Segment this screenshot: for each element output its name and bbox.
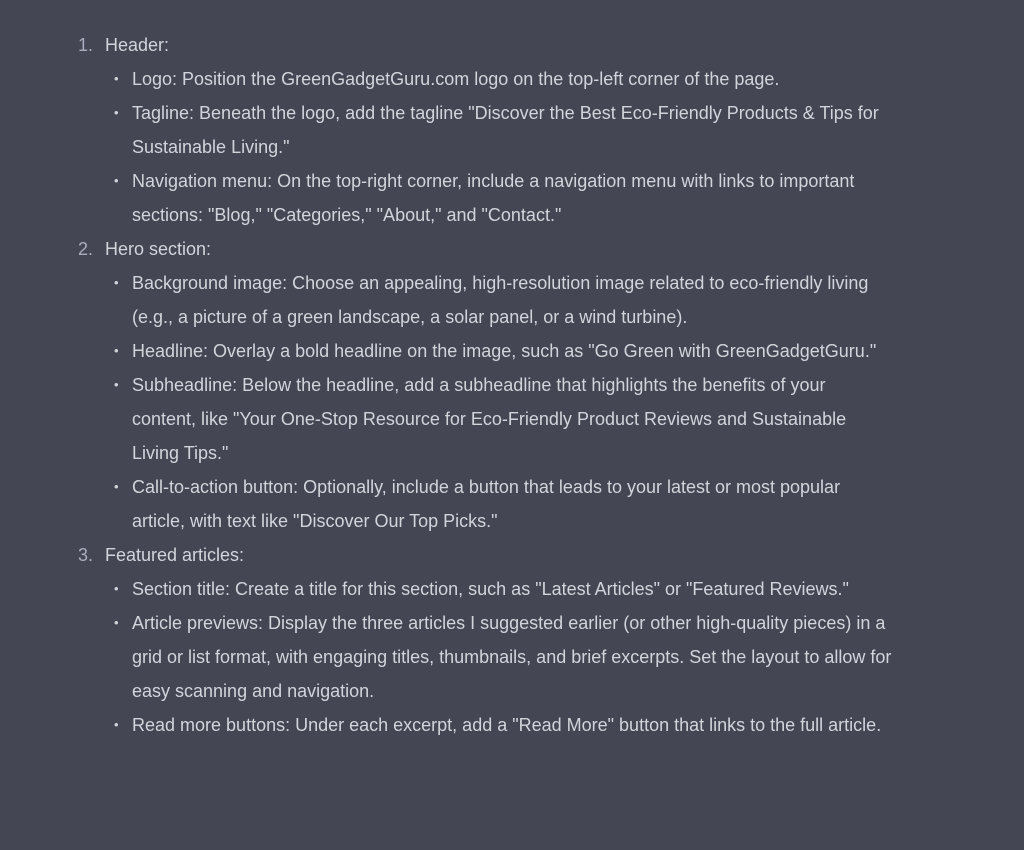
section-number: 1. [78, 35, 94, 55]
bullet-icon: • [114, 377, 119, 392]
list-item [105, 470, 892, 538]
bullet-icon: • [114, 275, 119, 290]
list-item-text: Headline: Overlay a bold headline on the image, such as "Go Green with GreenGadgetGuru." [132, 341, 877, 361]
section-number: 2. [78, 239, 94, 259]
bullet-icon: • [114, 615, 119, 630]
list-item-text: Read more buttons: Under each excerpt, add a "Read More" button that links to the full article. [132, 715, 882, 735]
list-item-text: Subheadline: Below the headline, add a subheadline that highlights the benefits of your content, like "Your One-Stop Resource for Eco-Friendly Product Reviews and Sustainable Living Tips." [132, 375, 847, 463]
bullet-list [105, 62, 1024, 232]
list-item [105, 368, 892, 470]
bullet-icon: • [114, 479, 119, 494]
list-item-text: Call-to-action button: Optionally, include a button that leads to your latest or most popular article, with text like "Discover Our Top Picks." [132, 477, 841, 531]
list-item [105, 708, 892, 742]
list-item-text: Section title: Create a title for this section, such as "Latest Articles" or "Featured Reviews." [132, 579, 849, 599]
section-title: Featured articles: [105, 545, 245, 565]
list-item-text: Logo: Position the GreenGadgetGuru.com logo on the top-left corner of the page. [132, 69, 780, 89]
list-item-text: Article previews: Display the three articles I suggested earlier (or other high-quality pieces) in a grid or list format, with engaging titles, thumbnails, and brief excerpts. Set the layout to allow for easy scanning and navigation. [132, 613, 892, 701]
bullet-icon: • [114, 71, 119, 86]
section-title: Hero section: [105, 239, 212, 259]
section-hero [0, 232, 1024, 538]
bullet-list [105, 572, 1024, 742]
section-number: 3. [78, 545, 94, 565]
section-title: Header: [105, 35, 170, 55]
list-item [105, 96, 892, 164]
bullet-list [105, 266, 1024, 538]
bullet-icon: • [114, 173, 119, 188]
list-item-text: Tagline: Beneath the logo, add the tagline "Discover the Best Eco-Friendly Products & Tips for Sustainable Living." [132, 103, 879, 157]
assistant-message [0, 28, 1024, 742]
bullet-icon: • [114, 105, 119, 120]
list-item-text: Navigation menu: On the top-right corner, include a navigation menu with links to important sections: "Blog," "Categories," "About," and "Contact." [132, 171, 855, 225]
bullet-icon: • [114, 581, 119, 596]
list-item [105, 164, 892, 232]
bullet-icon: • [114, 717, 119, 732]
section-header [0, 28, 1024, 232]
list-item [105, 266, 892, 334]
section-featured-articles [0, 538, 1024, 742]
list-item [105, 62, 892, 96]
list-item [105, 334, 892, 368]
list-item-text: Background image: Choose an appealing, high-resolution image related to eco-friendly living (e.g., a picture of a green landscape, a solar panel, or a wind turbine). [132, 273, 869, 327]
outline-list [0, 28, 1024, 742]
list-item [105, 572, 892, 606]
list-item [105, 606, 892, 708]
bullet-icon: • [114, 343, 119, 358]
